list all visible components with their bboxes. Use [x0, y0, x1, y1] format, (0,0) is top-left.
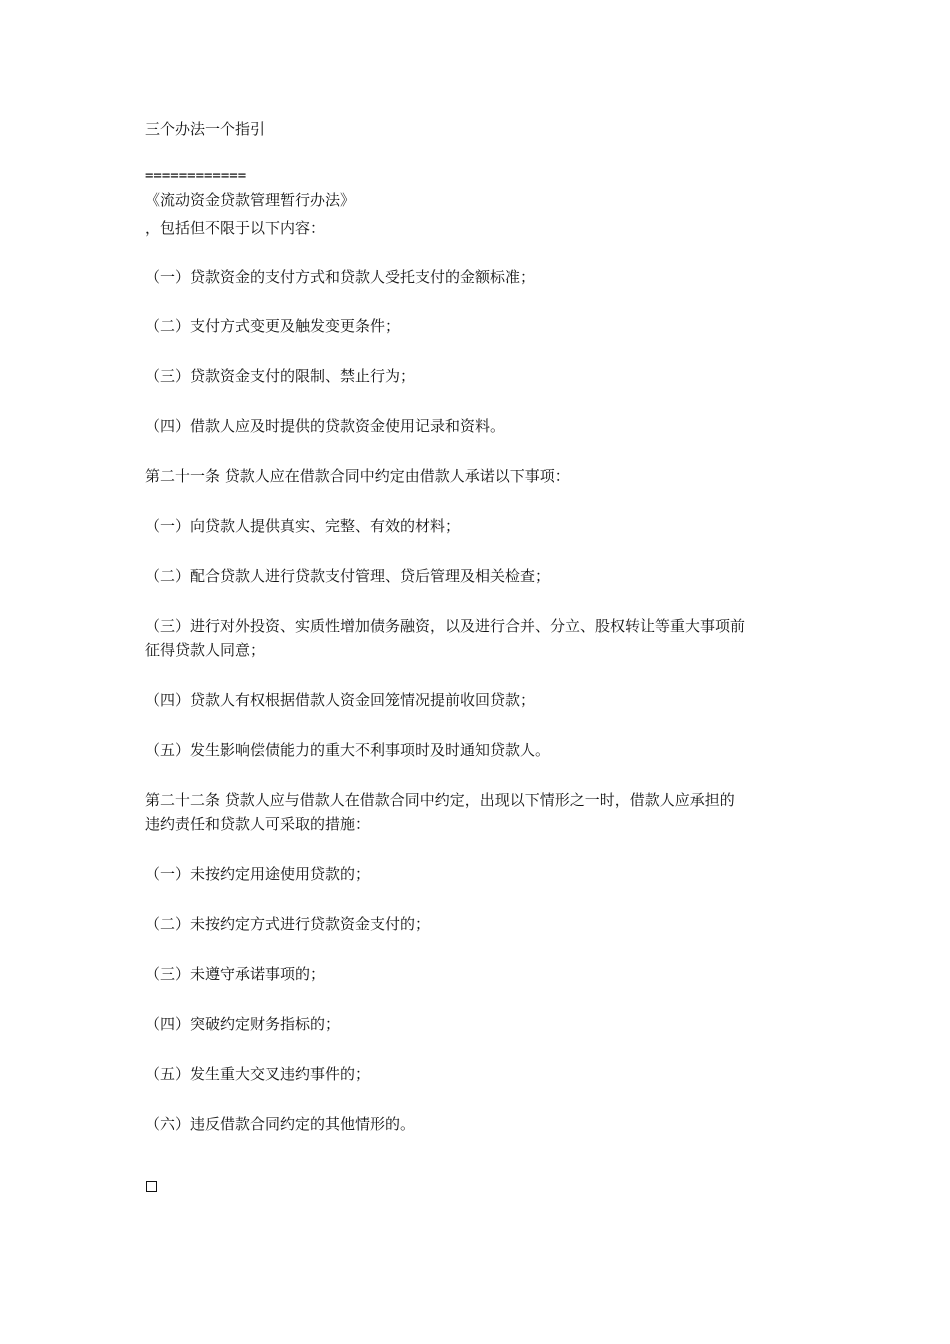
law-title: 《流动资金贷款管理暂行办法》 [145, 191, 356, 209]
list-item: （一）未按约定用途使用贷款的； [145, 865, 371, 883]
document-title: 三个办法一个指引 [145, 120, 266, 138]
list-item: （四）突破约定财务指标的； [145, 1015, 341, 1033]
list-item: （二）支付方式变更及触发变更条件； [145, 317, 401, 335]
list-item: （二）未按约定方式进行贷款资金支付的； [145, 915, 431, 933]
list-item-continuation: 征得贷款人同意； [145, 641, 266, 659]
list-item: （三）进行对外投资、实质性增加债务融资，以及进行合并、分立、股权转让等重大事项前 [145, 617, 746, 635]
list-item: （四）贷款人有权根据借款人资金回笼情况提前收回贷款； [145, 691, 536, 709]
list-item: （四）借款人应及时提供的贷款资金使用记录和资料。 [145, 417, 506, 435]
intro-text: ，包括但不限于以下内容： [145, 219, 326, 237]
list-item: （五）发生影响偿债能力的重大不利事项时及时通知贷款人。 [145, 741, 551, 759]
list-item: （二）配合贷款人进行贷款支付管理、贷后管理及相关检查； [145, 567, 551, 585]
article-22-heading: 第二十二条 贷款人应与借款人在借款合同中约定，出现以下情形之一时，借款人应承担的 [145, 791, 735, 809]
list-item: （三）未遵守承诺事项的； [145, 965, 326, 983]
article-21-heading: 第二十一条 贷款人应在借款合同中约定由借款人承诺以下事项： [145, 467, 570, 485]
empty-checkbox-icon [146, 1181, 157, 1192]
list-item: （一）贷款资金的支付方式和贷款人受托支付的金额标准； [145, 268, 536, 286]
list-item: （三）贷款资金支付的限制、禁止行为； [145, 367, 416, 385]
list-item: （五）发生重大交叉违约事件的； [145, 1065, 371, 1083]
separator-line: ============ [145, 168, 247, 184]
article-22-continuation: 违约责任和贷款人可采取的措施： [145, 815, 371, 833]
list-item: （六）违反借款合同约定的其他情形的。 [145, 1115, 416, 1133]
list-item: （一）向贷款人提供真实、完整、有效的材料； [145, 517, 461, 535]
